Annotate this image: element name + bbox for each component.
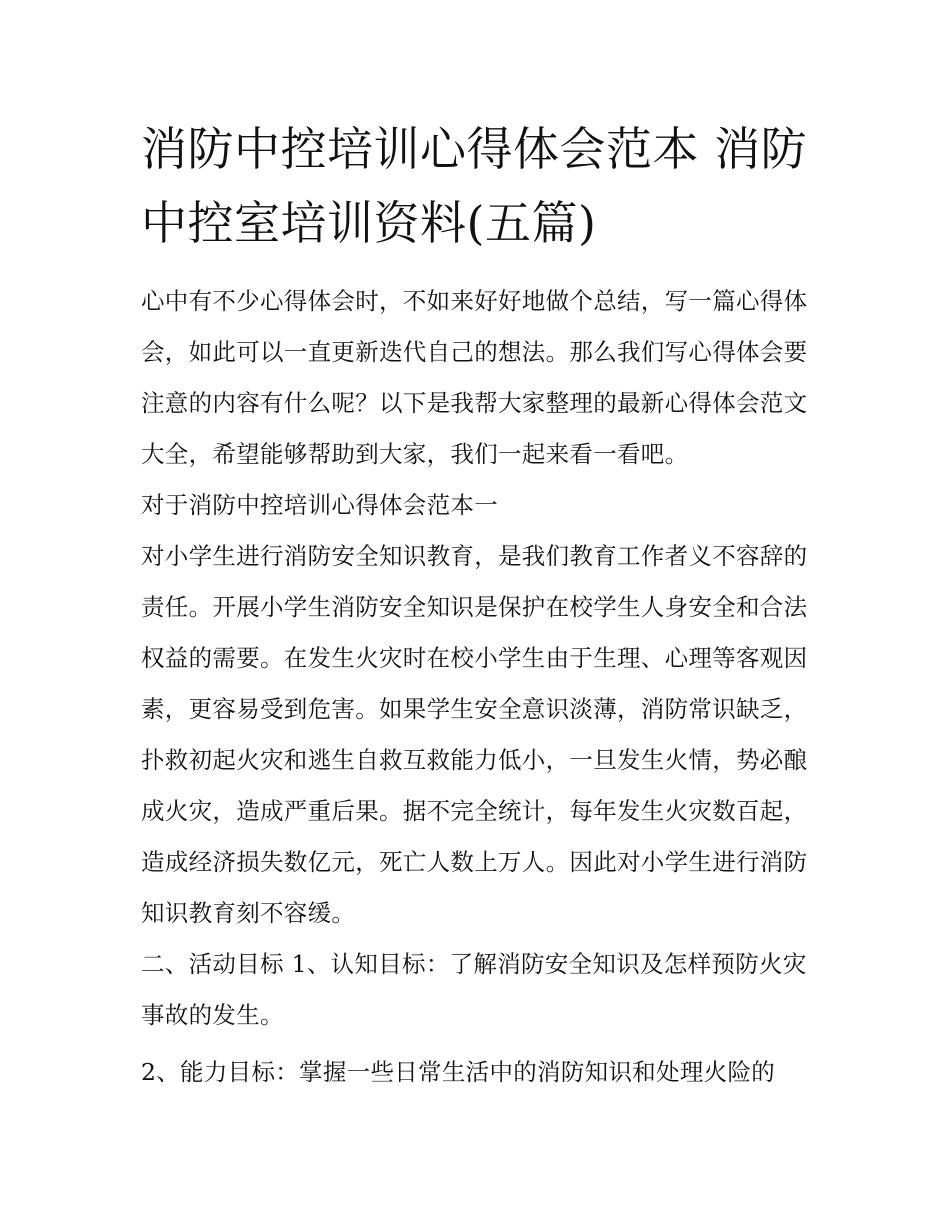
body-paragraph: 对小学生进行消防安全知识教育，是我们教育工作者义不容辞的责任。开展小学生消防安全知识是保护在校学生人身安全和合法权益的需要。在发生火灾时在校小学生由于生理、心理等客观因素，更容易受到危害。如果学生安全意识淡薄，消防常识缺乏，扑救初起火灾和逃生自救互救能力低小，一旦发生火情，势必酿成火灾，造成严重后果。据不完全统计，每年发生火灾数百起，造成经济损失数亿元，死亡人数上万人。因此对小学生进行消防知识教育刻不容缓。 — [141, 542, 808, 927]
document-title: 消防中控培训心得体会范本 消防中控室培训资料(五篇) — [141, 122, 808, 250]
activity-goals-paragraph: 二、活动目标 1、认知目标：了解消防安全知识及怎样预防火灾事故的发生。 — [141, 950, 807, 1029]
document-page — [141, 112, 813, 1098]
intro-paragraph: 心中有不少心得体会时，不如来好好地做个总结，写一篇心得体会，如此可以一直更新迭代自己的想法。那么我们写心得体会要注意的内容有什么呢？以下是我帮大家整理的最新心得体会范文大全，希望能够帮助到大家，我们一起来看一看吧。 — [141, 287, 808, 468]
ability-goal-paragraph: 2、能力目标：掌握一些日常生活中的消防知识和处理火险的 — [141, 1058, 776, 1086]
section-heading: 对于消防中控培训心得体会范本一 — [141, 491, 498, 519]
